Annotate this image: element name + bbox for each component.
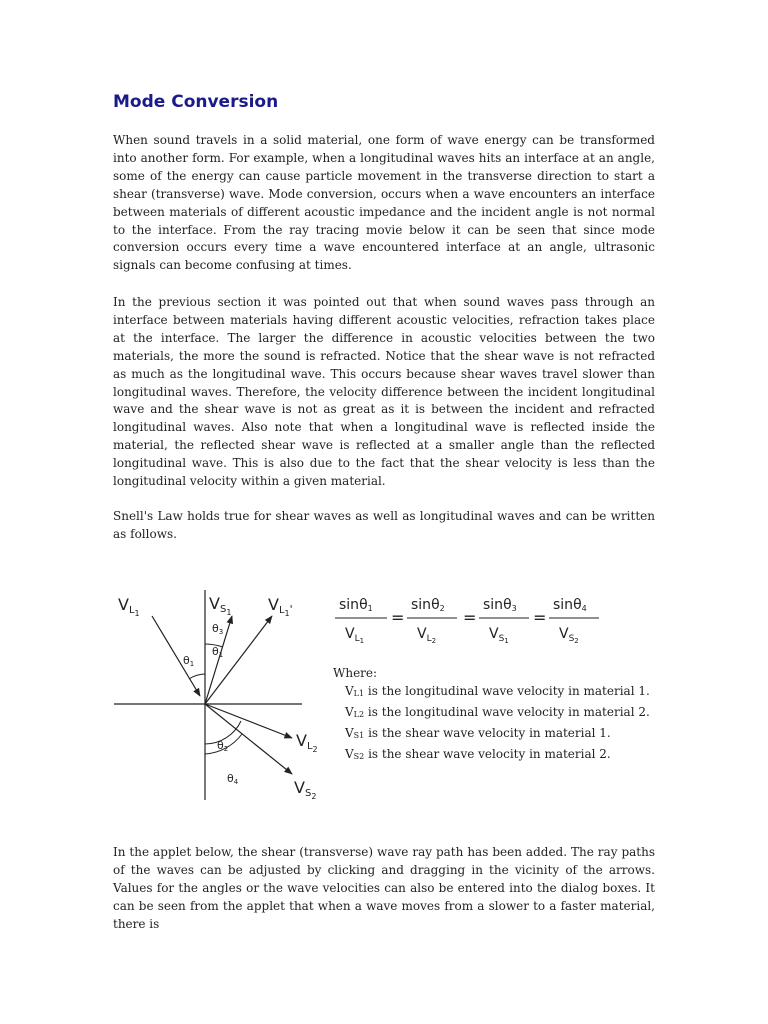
eq-equals-3: = (533, 608, 547, 627)
label-theta1-right: θ1 (212, 645, 224, 659)
eq-num-4: sinθ4 (553, 597, 587, 613)
eq-num-2: sinθ2 (411, 597, 445, 613)
definition-vs1: $V_{S1}$ is the shear wave velocity in material 1. (345, 726, 611, 740)
paragraph-snells-law: Snell's Law holds true for shear waves as well as longitudinal waves and can be written as follows. (113, 509, 655, 541)
variable-definitions (333, 664, 655, 766)
paragraph-refraction: In the previous section it was pointed out that when sound waves pass through an interface between materials having different acoustic velocities, refraction takes place at the interface. The larger the difference in acoustic velocities between the two materials, the more the sound is refracted. Notice that the shear wave is not refracted as much as the longitudinal wave. This occurs because shear waves travel slower than longitudinal waves. Therefore, the velocity difference between the incident longitudinal wave and the shear wave is not as great as it is between the incident and refracted longitudinal waves. Also note that when a longitudinal wave is reflected inside the material, the reflected shear wave is reflected at a smaller angle than the reflected longitudinal wave. This is also due to the fact that the shear velocity is less than the longitudinal velocity within a given material. (113, 295, 655, 489)
refracted-longitudinal-ray (205, 704, 292, 738)
eq-den-3: $V_S1$ (489, 626, 509, 645)
snells-law-equation (333, 592, 603, 654)
definition-vs2: $V_{S2}$ is the shear wave velocity in material 2. (345, 747, 611, 761)
where-heading: Where: (333, 666, 378, 680)
paragraph-applet: In the applet below, the shear (transverse) wave ray path has been added. The ray paths of the waves can be adjusted by clicking and dragging in the vicinity of the arrows. Values for the angles or the wave velocities can also be entered into the dialog boxes. It can be seen from the applet that when a wave moves from a slower to a faster material, there is (113, 845, 655, 931)
eq-equals-1: = (391, 608, 405, 627)
eq-num-1: sinθ1 (339, 597, 373, 613)
label-theta1-left: θ1 (183, 654, 195, 668)
angle-arc-theta1 (189, 674, 205, 679)
eq-den-4: $V_S2$ (559, 626, 579, 645)
page-title: Mode Conversion (113, 92, 279, 112)
incident-longitudinal-ray (152, 616, 200, 696)
label-vs2: VS2 (294, 778, 317, 801)
label-vl2: VL2 (296, 731, 318, 754)
label-theta2: θ2 (217, 739, 229, 753)
eq-den-1: $V_L1$ (345, 626, 365, 645)
definition-vl2: $V_{L2}$ is the longitudinal wave velocity in material 2. (345, 705, 650, 719)
label-vl1-prime: VL1' (268, 595, 293, 618)
label-vl1: VL1 (118, 595, 140, 618)
eq-den-2: $V_L2$ (417, 626, 437, 645)
mode-conversion-diagram (108, 588, 320, 806)
label-theta3: θ3 (212, 622, 224, 636)
definition-vl1: $V_{L1}$ is the longitudinal wave velocity in material 1. (345, 684, 650, 698)
eq-equals-2: = (463, 608, 477, 627)
label-vs1: VS1 (209, 594, 232, 617)
label-theta4: θ4 (227, 772, 239, 786)
paragraph-intro: When sound travels in a solid material, one form of wave energy can be transformed into another form. For example, when a longitudinal waves hits an interface at an angle, some of the energy can cause particle movement in the transverse direction to start a shear (transverse) wave. Mode conversion, occurs when a wave encounters an interface between materials of different acoustic impedance and the incident angle is not normal to the interface. From the ray tracing movie below it can be seen that since mode conversion occurs every time a wave encountered interface at an angle, ultrasonic signals can become confusing at times. (113, 133, 655, 273)
eq-num-3: sinθ3 (483, 597, 517, 613)
